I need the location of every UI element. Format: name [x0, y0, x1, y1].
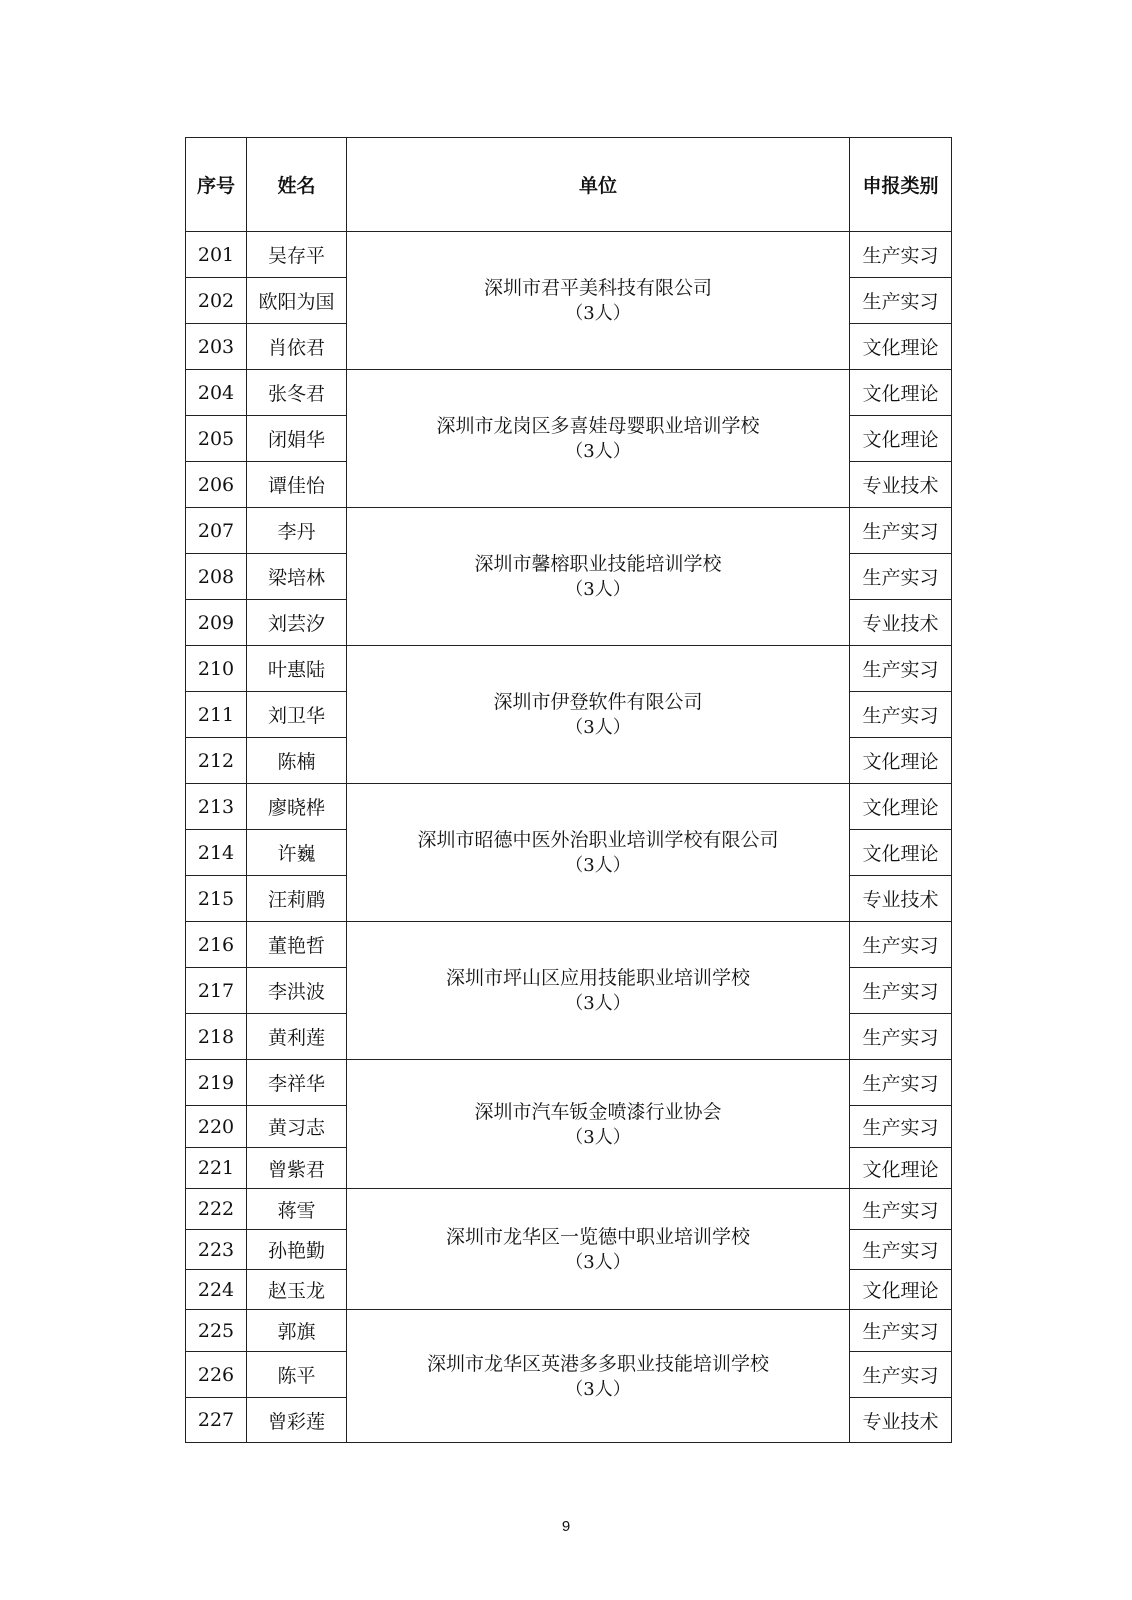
unit-count: （3人） [565, 441, 631, 462]
cell-category: 生产实习 [850, 1060, 952, 1106]
cell-unit [347, 646, 850, 784]
cell-category: 生产实习 [850, 508, 952, 554]
cell-category: 生产实习 [850, 1106, 952, 1148]
unit-count: （3人） [565, 579, 631, 600]
cell-unit [347, 1310, 850, 1443]
cell-seq: 207 [186, 508, 247, 554]
cell-name: 谭佳怡 [247, 462, 347, 508]
table-row [186, 508, 952, 554]
cell-seq: 213 [186, 784, 247, 830]
cell-name: 李丹 [247, 508, 347, 554]
cell-name: 黄习志 [247, 1106, 347, 1148]
header-seq: 序号 [186, 138, 247, 232]
unit-name: 深圳市龙华区英港多多职业技能培训学校 [426, 1352, 769, 1375]
cell-name: 廖晓桦 [247, 784, 347, 830]
cell-category: 生产实习 [850, 1310, 952, 1352]
cell-category: 文化理论 [850, 1270, 952, 1310]
cell-name: 刘芸汐 [247, 600, 347, 646]
cell-seq: 210 [186, 646, 247, 692]
cell-name: 闭娟华 [247, 416, 347, 462]
unit-name: 深圳市坪山区应用技能职业培训学校 [445, 967, 750, 989]
cell-seq: 224 [186, 1270, 247, 1310]
header-name: 姓名 [247, 138, 347, 232]
cell-category: 文化理论 [850, 738, 952, 784]
cell-name: 肖依君 [247, 324, 347, 370]
unit-count: （3人） [565, 717, 631, 738]
cell-name: 梁培林 [247, 554, 347, 600]
unit-name: 深圳市伊登软件有限公司 [493, 691, 703, 713]
table-row [186, 1310, 952, 1352]
cell-category: 生产实习 [850, 968, 952, 1014]
cell-unit [347, 232, 850, 370]
unit-count: （3人） [565, 1378, 631, 1400]
cell-unit [347, 370, 850, 508]
table-row [186, 646, 952, 692]
cell-category: 生产实习 [850, 1189, 952, 1230]
cell-category: 专业技术 [850, 600, 952, 646]
cell-seq: 220 [186, 1106, 247, 1148]
cell-seq: 214 [186, 830, 247, 876]
cell-category: 文化理论 [850, 324, 952, 370]
cell-name: 赵玉龙 [247, 1270, 347, 1310]
cell-name: 许巍 [247, 830, 347, 876]
cell-seq: 218 [186, 1014, 247, 1060]
cell-name: 张冬君 [247, 370, 347, 416]
cell-category: 生产实习 [850, 1014, 952, 1060]
cell-name: 孙艳勤 [247, 1230, 347, 1270]
table-row [186, 232, 952, 278]
cell-seq: 215 [186, 876, 247, 922]
page-number: 9 [561, 1518, 571, 1535]
cell-seq: 209 [186, 600, 247, 646]
cell-name: 郭旗 [247, 1310, 347, 1352]
unit-count: （3人） [565, 1251, 631, 1273]
cell-seq: 217 [186, 968, 247, 1014]
cell-unit [347, 784, 850, 922]
cell-category: 生产实习 [850, 922, 952, 968]
cell-category: 生产实习 [850, 232, 952, 278]
cell-seq: 223 [186, 1230, 247, 1270]
cell-seq: 225 [186, 1310, 247, 1352]
cell-category: 文化理论 [850, 830, 952, 876]
cell-unit [347, 1060, 850, 1189]
cell-category: 生产实习 [850, 692, 952, 738]
unit-name: 深圳市君平美科技有限公司 [483, 277, 712, 299]
table-row [186, 784, 952, 830]
cell-seq: 211 [186, 692, 247, 738]
cell-seq: 216 [186, 922, 247, 968]
cell-name: 黄利莲 [247, 1014, 347, 1060]
cell-seq: 205 [186, 416, 247, 462]
applicant-table [185, 137, 952, 1443]
cell-category: 生产实习 [850, 278, 952, 324]
header-category: 申报类别 [850, 138, 952, 232]
cell-seq: 212 [186, 738, 247, 784]
cell-name: 曾彩莲 [247, 1398, 347, 1443]
cell-seq: 226 [186, 1352, 247, 1398]
cell-category: 专业技术 [850, 462, 952, 508]
cell-category: 生产实习 [850, 1230, 952, 1270]
cell-category: 专业技术 [850, 876, 952, 922]
cell-seq: 221 [186, 1148, 247, 1189]
cell-unit [347, 508, 850, 646]
cell-seq: 222 [186, 1189, 247, 1230]
cell-category: 生产实习 [850, 554, 952, 600]
header-row [186, 138, 952, 232]
cell-seq: 206 [186, 462, 247, 508]
cell-seq: 227 [186, 1398, 247, 1443]
cell-seq: 208 [186, 554, 247, 600]
header-unit: 单位 [347, 138, 850, 232]
cell-name: 董艳哲 [247, 922, 347, 968]
unit-name: 深圳市龙华区一览德中职业培训学校 [445, 1225, 750, 1248]
cell-seq: 202 [186, 278, 247, 324]
cell-seq: 219 [186, 1060, 247, 1106]
unit-name: 深圳市龙岗区多喜娃母婴职业培训学校 [436, 415, 760, 437]
unit-count: （3人） [565, 303, 631, 324]
cell-category: 文化理论 [850, 416, 952, 462]
cell-name: 李祥华 [247, 1060, 347, 1106]
unit-count: （3人） [565, 993, 631, 1014]
cell-unit [347, 1189, 850, 1310]
cell-category: 生产实习 [850, 1352, 952, 1398]
cell-name: 李洪波 [247, 968, 347, 1014]
cell-name: 欧阳为国 [247, 278, 347, 324]
cell-name: 曾紫君 [247, 1148, 347, 1189]
table-body [186, 232, 952, 1443]
cell-category: 文化理论 [850, 370, 952, 416]
unit-name: 深圳市馨榕职业技能培训学校 [474, 553, 722, 575]
cell-name: 蒋雪 [247, 1189, 347, 1230]
cell-seq: 204 [186, 370, 247, 416]
table-row [186, 922, 952, 968]
unit-count: （3人） [565, 1126, 631, 1148]
cell-name: 汪莉鹛 [247, 876, 347, 922]
cell-unit [347, 922, 850, 1060]
cell-category: 文化理论 [850, 784, 952, 830]
cell-category: 生产实习 [850, 646, 952, 692]
cell-category: 文化理论 [850, 1148, 952, 1189]
cell-name: 叶惠陆 [247, 646, 347, 692]
cell-category: 专业技术 [850, 1398, 952, 1443]
table-row [186, 1189, 952, 1230]
cell-seq: 201 [186, 232, 247, 278]
cell-name: 吴存平 [247, 232, 347, 278]
table-row [186, 370, 952, 416]
unit-name: 深圳市汽车钣金喷漆行业协会 [474, 1100, 722, 1123]
cell-name: 陈楠 [247, 738, 347, 784]
cell-name: 刘卫华 [247, 692, 347, 738]
cell-seq: 203 [186, 324, 247, 370]
cell-name: 陈平 [247, 1352, 347, 1398]
table-row [186, 1060, 952, 1106]
unit-name: 深圳市昭德中医外治职业培训学校有限公司 [417, 829, 779, 851]
unit-count: （3人） [565, 855, 631, 876]
